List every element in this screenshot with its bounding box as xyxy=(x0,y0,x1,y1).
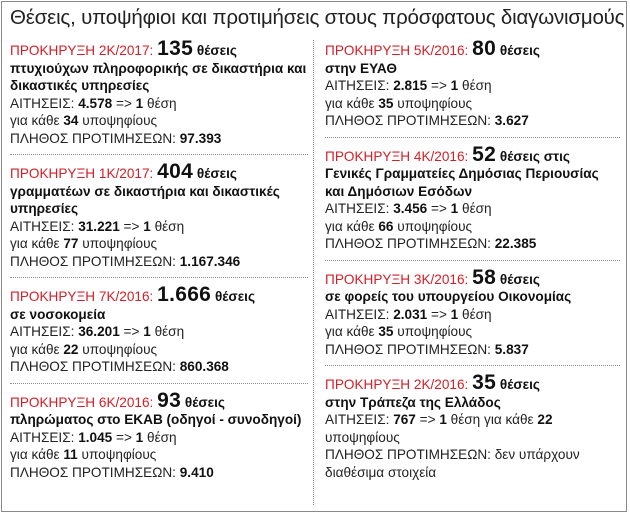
preferences-unavailable: δεν υπάρχουν διαθέσιμα στοιχεία xyxy=(325,447,580,480)
positions-label: θέσεις xyxy=(196,166,237,181)
applications-count: 2.031 xyxy=(393,306,428,322)
positions-label: θέσεις xyxy=(184,394,225,410)
applications-count: 4.578 xyxy=(78,95,113,111)
preferences-line: ΠΛΗΘΟΣ ΠΡΟΤΙΜΗΣΕΩΝ: 97.393 xyxy=(10,130,222,146)
announcement-card-7k-2016 xyxy=(10,283,308,376)
ratio-line: για κάθε 35 υποψηφίους xyxy=(325,95,473,111)
ratio-line: για κάθε 66 υποψηφίους xyxy=(325,218,473,234)
positions-count: 52 xyxy=(472,142,497,166)
ratio-line: για κάθε 11 υποψηφίους xyxy=(10,447,157,462)
announcement-card-1k-2017 xyxy=(10,160,308,270)
preferences-line: ΠΛΗΘΟΣ ΠΡΟΤΙΜΗΣΕΩΝ: 3.627 xyxy=(325,113,529,128)
announcement-description: γραμματέων σε δικαστήρια και δικαστικές υπηρεσίες xyxy=(10,183,280,216)
positions-count: 135 xyxy=(157,37,194,60)
preferences-line: ΠΛΗΘΟΣ ΠΡΟΤΙΜΗΣΕΩΝ: 860.368 xyxy=(10,359,229,374)
positions-label: θέσεις xyxy=(499,377,540,392)
preferences-count: 9.410 xyxy=(179,464,214,480)
separator xyxy=(325,137,620,138)
applications-count: 1.045 xyxy=(78,429,113,445)
announcement-head: ΠΡΟΚΗΡΥΞΗ 5Κ/2016: xyxy=(325,43,469,58)
positions-count: 80 xyxy=(472,37,497,60)
separator xyxy=(10,277,308,278)
positions-label: θέσεις xyxy=(196,43,237,58)
positions-label: θέσεις xyxy=(214,289,256,304)
announcement-card-2k-2017 xyxy=(10,37,308,147)
positions-label: θέσεις xyxy=(499,43,540,58)
ratio-line: για κάθε 35 υποψηφίους xyxy=(325,324,473,339)
applications-line: ΑΙΤΗΣΕΙΣ: 36.201 => 1 θέση xyxy=(10,324,185,339)
candidates-per-position: 34 xyxy=(63,113,79,128)
applications-line: ΑΙΤΗΣΕΙΣ: 2.815 => 1 θέση xyxy=(325,78,492,93)
applications-count: 36.201 xyxy=(78,324,120,339)
preferences-line: ΠΛΗΘΟΣ ΠΡΟΤΙΜΗΣΕΩΝ: 9.410 xyxy=(10,464,214,480)
applications-line: ΑΙΤΗΣΕΙΣ: 2.031 => 1 θέση xyxy=(325,306,492,322)
announcement-description: στην ΕΥΑΘ xyxy=(325,60,397,76)
candidates-per-position: 22 xyxy=(537,412,553,427)
preferences-count: 860.368 xyxy=(179,359,229,374)
announcement-description: πτυχιούχων πληροφορικής σε δικαστήρια και δικαστικές υπηρεσίες xyxy=(10,60,307,93)
preferences-line: ΠΛΗΘΟΣ ΠΡΟΤΙΜΗΣΕΩΝ: 5.837 xyxy=(325,341,529,357)
candidates-per-position: 35 xyxy=(378,324,394,339)
announcement-head: ΠΡΟΚΗΡΥΞΗ 2Κ/2016: xyxy=(325,377,469,392)
candidates-per-position: 11 xyxy=(63,447,78,462)
announcement-description: σε φορείς του υπουργείου Οικονομίας xyxy=(325,289,572,304)
announcement-head: ΠΡΟΚΗΡΥΞΗ 4Κ/2016: xyxy=(325,148,469,164)
preferences-line: ΠΛΗΘΟΣ ΠΡΟΤΙΜΗΣΕΩΝ: 22.385 xyxy=(325,236,537,251)
announcement-card-5k-2016 xyxy=(325,37,620,130)
preferences-count: 5.837 xyxy=(494,341,529,357)
preferences-count: 1.167.346 xyxy=(179,253,241,269)
applications-line: ΑΙΤΗΣΕΙΣ: 3.456 => 1 θέση xyxy=(325,201,492,216)
separator xyxy=(325,260,620,261)
positions-label: θέσεις xyxy=(499,271,540,287)
preferences-count: 22.385 xyxy=(494,236,537,251)
applications-count: 3.456 xyxy=(393,201,428,216)
candidates-per-position: 35 xyxy=(378,95,394,111)
positions-count: 404 xyxy=(157,160,194,183)
announcement-head: ΠΡΟΚΗΡΥΞΗ 1Κ/2017: xyxy=(10,166,154,181)
preferences-count: 97.393 xyxy=(179,130,222,146)
announcement-head: ΠΡΟΚΗΡΥΞΗ 6Κ/2016: xyxy=(10,394,154,410)
preferences-line: ΠΛΗΘΟΣ ΠΡΟΤΙΜΗΣΕΩΝ: δεν υπάρχουν διαθέσιμα στοιχεία xyxy=(325,447,580,480)
applications-line: ΑΙΤΗΣΕΙΣ: 1.045 => 1 θέση xyxy=(10,429,177,445)
ratio-line: για κάθε 77 υποψηφίους xyxy=(10,236,158,251)
applications-line: ΑΙΤΗΣΕΙΣ: 767 => 1 θέση για κάθε 22 υποψηφίους xyxy=(325,412,553,445)
announcement-card-3k-2016 xyxy=(325,265,620,359)
positions-count: 58 xyxy=(472,265,497,289)
candidates-per-position: 22 xyxy=(63,341,79,357)
positions-label: θέσεις στις xyxy=(499,148,570,164)
candidates-per-position: 77 xyxy=(63,236,79,251)
separator xyxy=(10,383,308,384)
announcement-head: ΠΡΟΚΗΡΥΞΗ 2Κ/2017: xyxy=(10,43,154,58)
right-column xyxy=(325,37,620,481)
announcement-description: πληρώματος στο ΕΚΑΒ (οδηγοί - συνοδηγοί) xyxy=(10,412,302,427)
announcement-description: στην Τράπεζα της Ελλάδος xyxy=(325,394,501,410)
applications-count: 767 xyxy=(393,412,416,427)
separator xyxy=(10,154,308,155)
separator xyxy=(325,365,620,366)
announcement-card-6k-2016 xyxy=(10,388,308,482)
column-divider xyxy=(313,40,314,505)
applications-line: ΑΙΤΗΣΕΙΣ: 31.221 => 1 θέση xyxy=(10,218,185,234)
announcement-head: ΠΡΟΚΗΡΥΞΗ 3Κ/2016: xyxy=(325,271,469,287)
left-column xyxy=(10,37,308,481)
announcement-card-2k-2016 xyxy=(325,371,620,481)
ratio-line: για κάθε 34 υποψηφίους xyxy=(10,113,158,128)
announcement-head: ΠΡΟΚΗΡΥΞΗ 7Κ/2016: xyxy=(10,289,154,304)
positions-count: 35 xyxy=(472,371,497,394)
ratio-line: για κάθε 22 υποψηφίους xyxy=(10,341,158,357)
announcement-card-4k-2016 xyxy=(325,142,620,253)
applications-count: 31.221 xyxy=(78,218,120,234)
preferences-count: 3.627 xyxy=(494,113,529,128)
announcement-description: σε νοσοκομεία xyxy=(10,306,106,322)
announcement-description: Γενικές Γραμματείες Δημόσιας Περιουσίας και Δημόσιων Εσόδων xyxy=(325,166,599,199)
page-title: Θέσεις, υποψήφιοι και προτιμήσεις στους πρόσφατους διαγωνισμούς xyxy=(10,6,625,29)
applications-line: ΑΙΤΗΣΕΙΣ: 4.578 => 1 θέση xyxy=(10,95,177,111)
preferences-line: ΠΛΗΘΟΣ ΠΡΟΤΙΜΗΣΕΩΝ: 1.167.346 xyxy=(10,253,241,269)
applications-count: 2.815 xyxy=(393,78,428,93)
positions-count: 1.666 xyxy=(157,283,212,306)
positions-count: 93 xyxy=(157,388,182,412)
candidates-per-position: 66 xyxy=(378,218,394,234)
